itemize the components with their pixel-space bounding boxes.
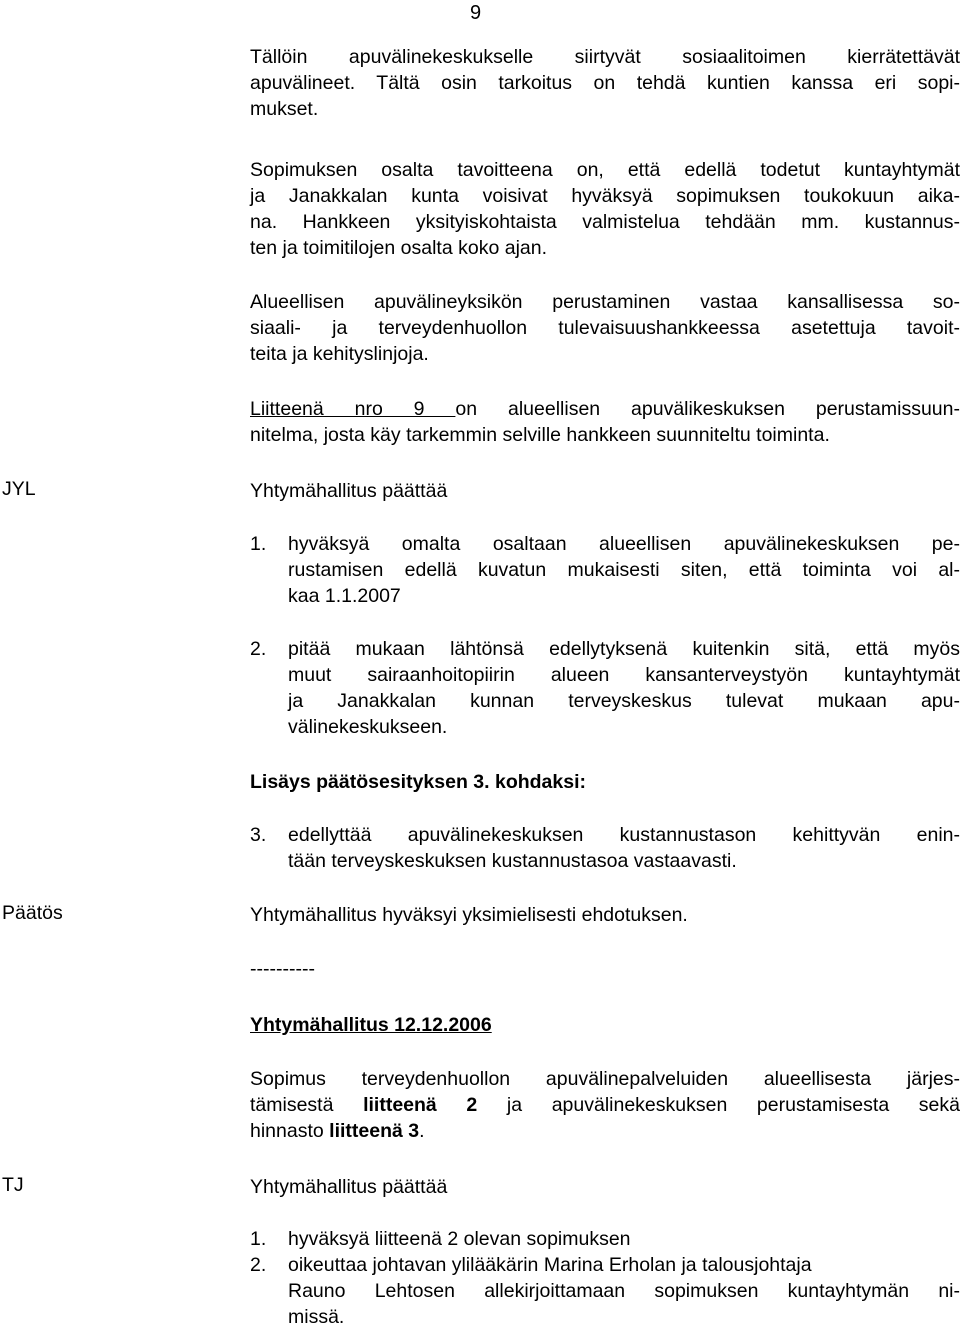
list-item-number: 2.: [250, 638, 267, 660]
text-line: rustamisen edellä kuvatun mukaisesti siten, että toiminta voi al-: [288, 559, 960, 581]
paragraph-liite-9: [250, 396, 960, 448]
text-line: oikeuttaa johtavan ylilääkärin Marina Erholan ja talousjohtaja: [288, 1254, 812, 1276]
list-item: [250, 822, 960, 874]
paragraph-apuvalineet: [250, 44, 960, 122]
page-number: 9: [470, 2, 482, 24]
text-line: pitää mukaan lähtönsä edellytyksenä kuitenkin sitä, että myös: [288, 638, 960, 660]
side-label-paatos: Päätös: [2, 902, 63, 924]
text-fragment: hinnasto: [250, 1120, 330, 1142]
text-line: Sopimus terveydenhuollon apuvälinepalveluiden alueellisesta järjes-: [250, 1068, 960, 1090]
list-item: [250, 1226, 960, 1252]
text-line: ten ja toimitilojen osalta koko ajan.: [250, 237, 548, 259]
text-line: siaali- ja terveydenhuollon tulevaisuushankkeessa asetettuja tavoit-: [250, 317, 960, 339]
text-line: Alueellisen apuvälineyksikön perustaminen vastaa kansallisessa so-: [250, 291, 960, 313]
text-line: hyväksyä omalta osaltaan alueellisen apuvälinekeskuksen pe-: [288, 533, 960, 555]
decision-text: Yhtymähallitus hyväksyi yksimielisesti ehdotuksen.: [250, 904, 688, 926]
meeting-heading: [250, 1012, 960, 1038]
list-item-number: 1.: [250, 1228, 267, 1250]
list-item-text: [288, 822, 960, 874]
text-line: kaa 1.1.2007: [288, 585, 401, 607]
list-item: [250, 1252, 960, 1327]
text-fragment: .: [419, 1120, 425, 1142]
text-line: na. Hankkeen yksityiskohtaista valmistelua tehdään mm. kustannus-: [250, 211, 960, 233]
text-fragment: on alueellisen apuvälikeskuksen perustamissuun-: [455, 398, 960, 420]
text-line: Rauno Lehtosen allekirjoittamaan sopimuksen kuntayhtymän ni-: [288, 1280, 960, 1302]
text-line: Tällöin apuvälinekeskukselle siirtyvät sosiaalitoimen kierrätettävät: [250, 46, 960, 68]
text-line: edellyttää apuvälinekeskuksen kustannustason kehittyvän enin-: [288, 824, 960, 846]
decision-heading: Yhtymähallitus päättää: [250, 1176, 448, 1198]
list-item-number: 2.: [250, 1254, 267, 1276]
text-line: teita ja kehityslinjoja.: [250, 343, 429, 365]
list-item-text: [288, 531, 960, 609]
text-line: [250, 1118, 960, 1144]
text-line: apuvälineet. Tältä osin tarkoitus on tehdä kuntien kanssa eri sopi-: [250, 72, 960, 94]
attachment-reference: Liitteenä nro 9: [250, 398, 456, 420]
side-label-tj: TJ: [2, 1174, 24, 1196]
paragraph-apuvalineyksikko: [250, 289, 960, 367]
paragraph-sopimus-liitteet: [250, 1066, 960, 1144]
text-line: hyväksyä liitteenä 2 olevan sopimuksen: [288, 1228, 631, 1250]
text-line: mukset.: [250, 98, 319, 120]
text-line: nitelma, josta käy tarkemmin selville hankkeen suunniteltu toiminta.: [250, 424, 830, 446]
paragraph-sopimus-tavoite: [250, 157, 960, 261]
text-line: [250, 396, 960, 422]
attachment-reference: liitteenä 2: [363, 1094, 478, 1116]
list-item-text: [288, 636, 960, 740]
text-line: ja Janakkalan kunta voisivat hyväksyä sopimuksen toukokuun aika-: [250, 185, 960, 207]
list-item: [250, 636, 960, 740]
list-item-text: [288, 1252, 960, 1330]
separator: ----------: [250, 958, 315, 980]
side-label-jyl: JYL: [2, 478, 36, 500]
list-item: [250, 531, 960, 609]
addition-heading: Lisäys päätösesityksen 3. kohdaksi:: [250, 771, 586, 793]
text-line: [250, 1092, 960, 1118]
attachment-reference: liitteenä 3: [329, 1120, 420, 1142]
text-line: Sopimuksen osalta tavoitteena on, että edellä todetut kuntayhtymät: [250, 159, 960, 181]
text-fragment: tämisestä: [250, 1094, 364, 1116]
list-item-text: [288, 1226, 960, 1252]
list-item-number: 1.: [250, 533, 267, 555]
text-line: ja Janakkalan kunnan terveyskeskus tulevat mukaan apu-: [288, 690, 960, 712]
text-line: muut sairaanhoitopiirin alueen kansanterveystyön kuntayhtymät: [288, 664, 960, 686]
text-line: tään terveyskeskuksen kustannustasoa vastaavasti.: [288, 850, 737, 872]
list-item-number: 3.: [250, 824, 267, 846]
decision-heading: Yhtymähallitus päättää: [250, 480, 448, 502]
text-fragment: ja apuvälinekeskuksen perustamisesta sekä: [477, 1094, 960, 1116]
meeting-heading-text: Yhtymähallitus 12.12.2006: [250, 1014, 492, 1036]
text-line: välinekeskukseen.: [288, 716, 448, 738]
text-line: missä.: [288, 1306, 345, 1328]
